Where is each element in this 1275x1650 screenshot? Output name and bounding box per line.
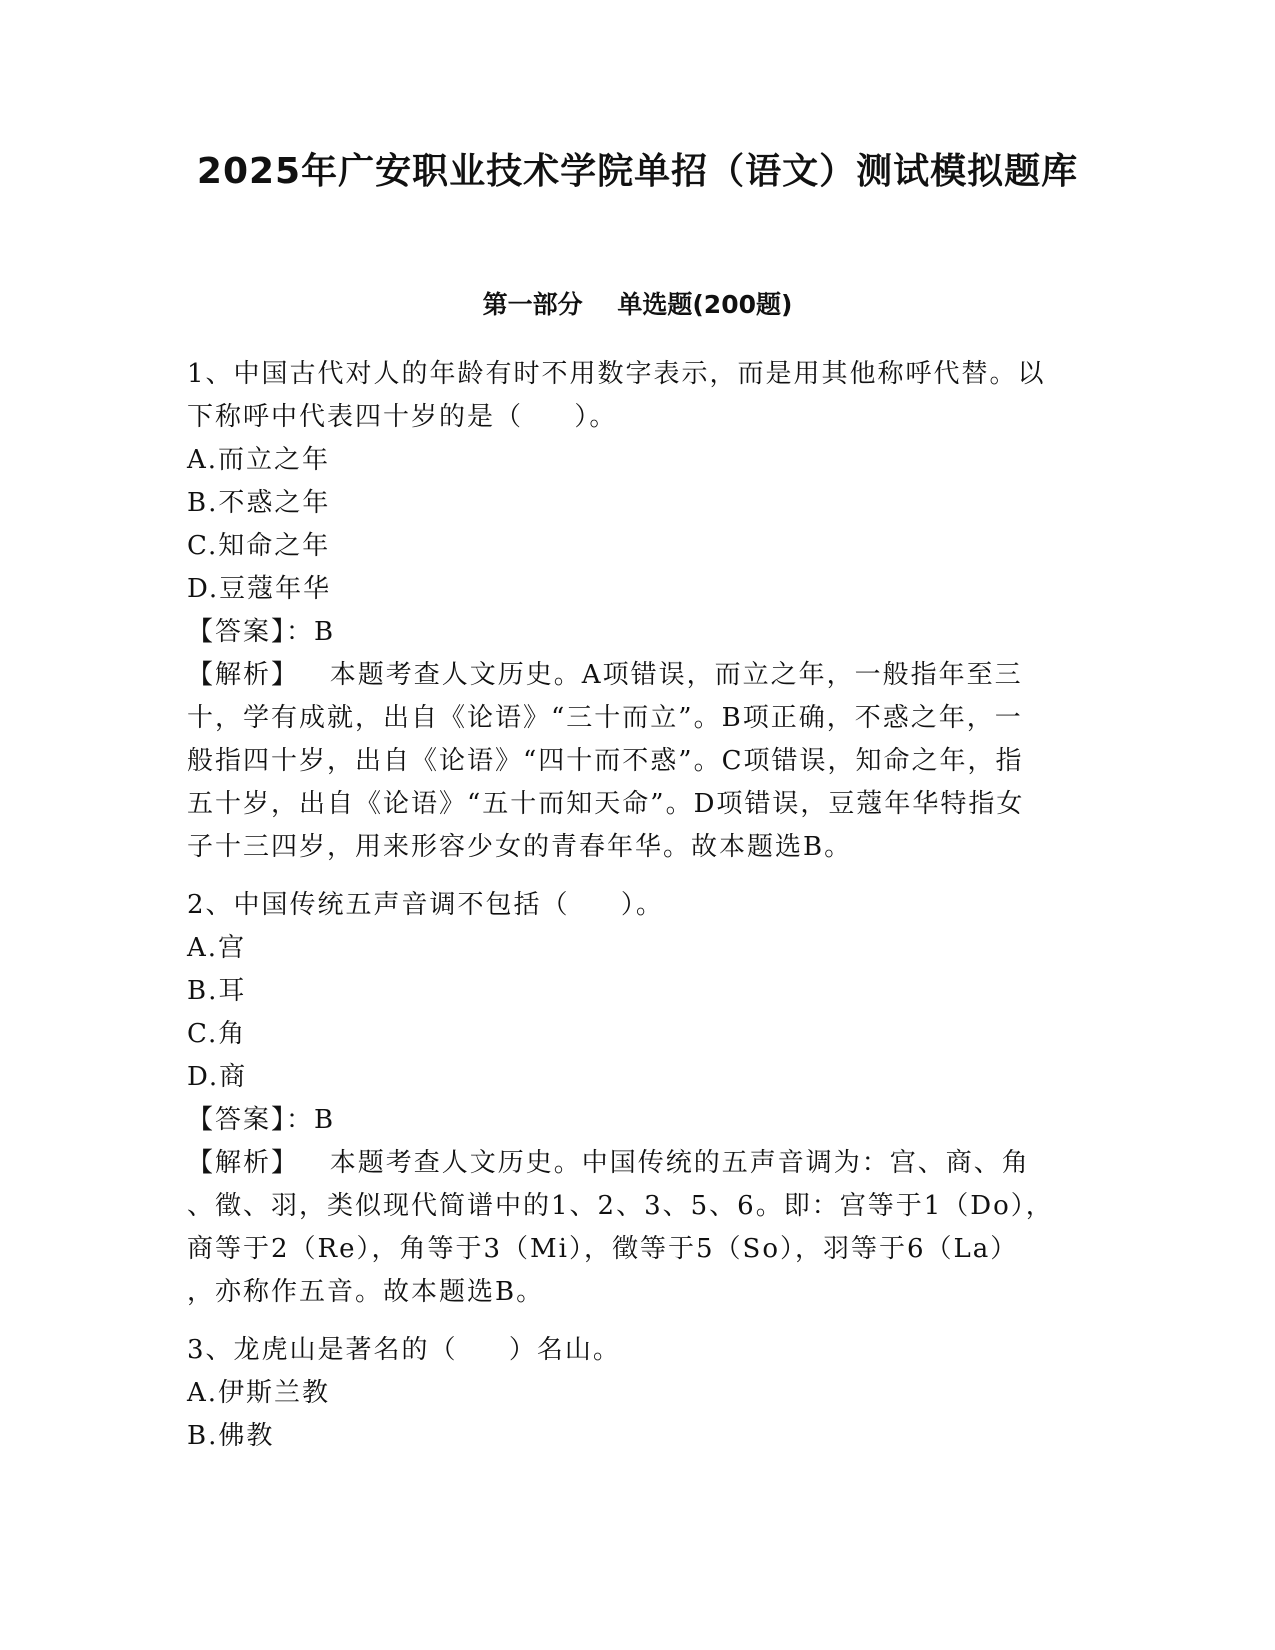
option-b: B.耳 (187, 976, 247, 1006)
section-heading: 第一部分 单选题(200题) (482, 290, 793, 319)
question-stem-line: 下称呼中代表四十岁的是（ ）。 (187, 402, 618, 432)
analysis-line: ，亦称作五音。故本题选B。 (187, 1277, 545, 1307)
question-3 (187, 1329, 1087, 1458)
question-spacer (187, 1314, 1087, 1329)
analysis-line: 、徵、羽，类似现代简谱中的1、2、3、5、6。即：宫等于1（Do）， (187, 1191, 1054, 1221)
question-spacer (187, 869, 1087, 884)
question-stem-line: 2、中国传统五声音调不包括（ ）。 (187, 890, 664, 920)
option-b: B.不惑之年 (187, 488, 331, 518)
option-c: C.知命之年 (187, 531, 331, 561)
question-2 (187, 884, 1087, 1314)
analysis-line: 【解析】 本题考查人文历史。A项错误，而立之年，一般指年至三 (187, 660, 1023, 690)
answer-line: 【答案】：B (187, 617, 336, 647)
analysis-line: 子十三四岁，用来形容少女的青春年华。故本题选B。 (187, 832, 853, 862)
option-c: C.角 (187, 1019, 247, 1049)
option-b: B.佛教 (187, 1421, 275, 1451)
question-stem-line: 3、龙虎山是著名的（ ）名山。 (187, 1335, 621, 1365)
option-a: A.宫 (187, 933, 247, 963)
question-stem-line: 1、中国古代对人的年龄有时不用数字表示，而是用其他称呼代替。以 (187, 359, 1046, 389)
option-a: A.而立之年 (187, 445, 331, 475)
analysis-line: 【解析】 本题考查人文历史。中国传统的五声音调为：宫、商、角 (187, 1148, 1030, 1178)
question-list (187, 353, 1087, 1458)
analysis-line: 五十岁，出自《论语》“五十而知天命”。D项错误，豆蔻年华特指女 (187, 789, 1025, 819)
analysis-line: 般指四十岁，出自《论语》“四十而不惑”。C项错误，知命之年，指 (187, 746, 1024, 776)
option-d: D.豆蔻年华 (187, 574, 332, 604)
analysis-line: 商等于2（Re），角等于3（Mi），徵等于5（So），羽等于6（La） (187, 1234, 1019, 1264)
option-d: D.商 (187, 1062, 248, 1092)
analysis-line: 十，学有成就，出自《论语》“三十而立”。B项正确，不惑之年，一 (187, 703, 1023, 733)
document-title: 2025年广安职业技术学院单招（语文）测试模拟题库 (196, 151, 1079, 192)
answer-line: 【答案】：B (187, 1105, 336, 1135)
question-1 (187, 353, 1087, 869)
option-a: A.伊斯兰教 (187, 1378, 331, 1408)
